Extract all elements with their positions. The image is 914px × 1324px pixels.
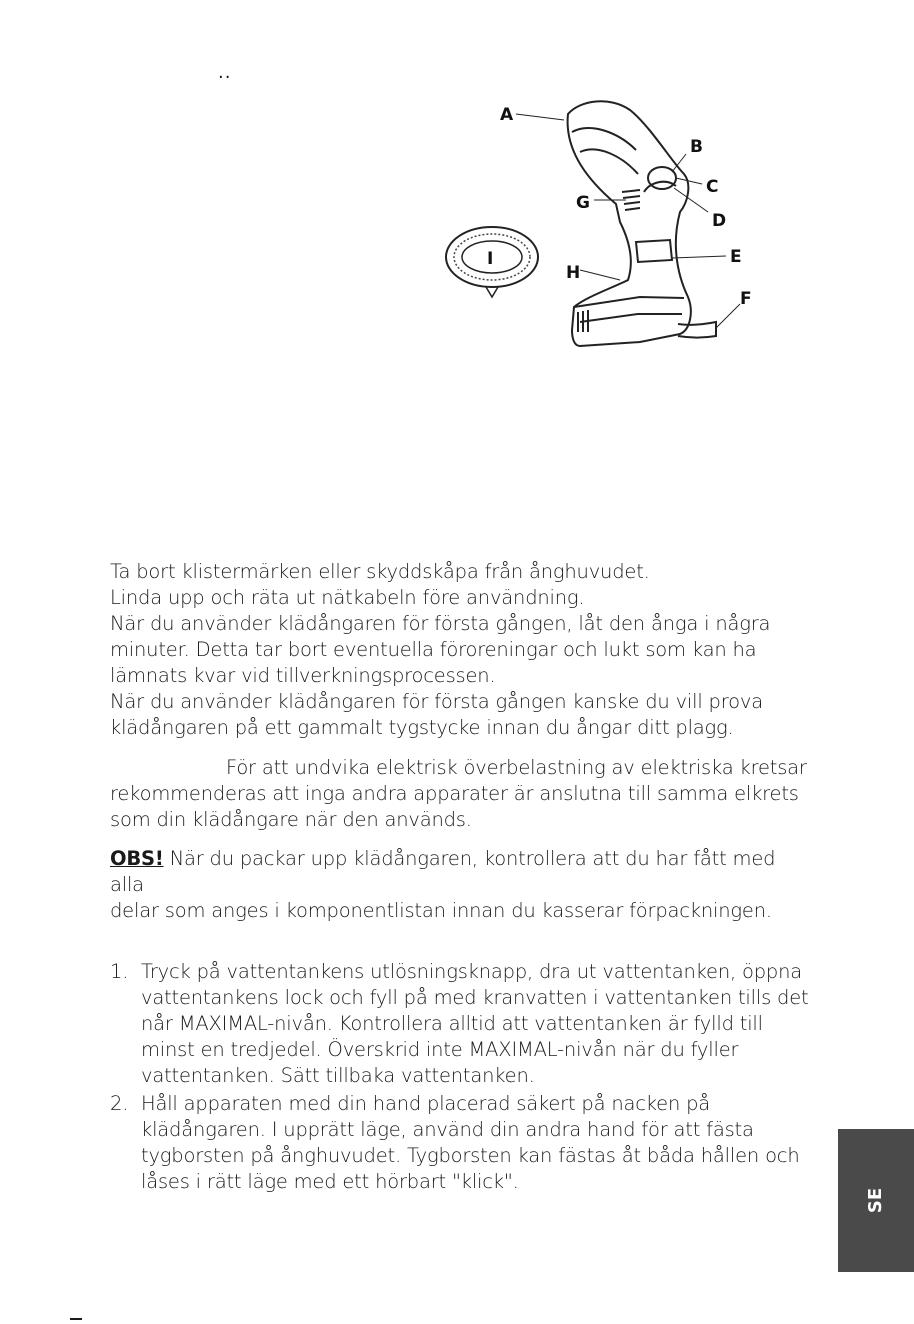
text-line: vattentanken. Sätt tillbaka vattentanken. <box>141 1064 535 1087</box>
text-line: Linda upp och räta ut nätkabeln före användning. <box>110 586 585 609</box>
text-line: tygborsten på ånghuvudet. Tygborsten kan fästas åt båda hållen och <box>141 1144 800 1167</box>
label-d: D <box>712 211 727 231</box>
callout-lines <box>516 114 740 328</box>
label-b: B <box>690 137 703 157</box>
language-tab-label: SE <box>865 1187 887 1214</box>
text-line: minst en tredjedel. Överskrid inte MAXIMAL-nivån när du fyller <box>141 1038 739 1061</box>
text-line: För att undvika elektrisk överbelastning av elektriska kretsar <box>226 756 807 779</box>
label-a: A <box>500 105 514 125</box>
text-line: klädångaren på ett gammalt tygstycke innan du ångar ditt plagg. <box>110 716 734 739</box>
text-line: Ta bort klistermärken eller skyddskåpa från ånghuvudet. <box>110 560 650 583</box>
text-line: rekommenderas att inga andra apparater är anslutna till samma elkrets <box>110 782 799 805</box>
text-line: når MAXIMAL-nivån. Kontrollera alltid att vattentanken är fylld till <box>141 1012 763 1035</box>
text-line: När du använder klädångaren för första gången kanske du vill prova <box>110 690 763 713</box>
text-line: låses i rätt läge med ett hörbart "klick". <box>141 1170 519 1193</box>
text-line: vattentankens lock och fyll på med kranvatten i vattentanken tills det <box>141 986 809 1009</box>
label-e: E <box>730 247 742 267</box>
step-number: 2. <box>110 1092 129 1115</box>
header-dots: .. <box>218 62 232 83</box>
label-i: I <box>487 249 494 269</box>
obs-paragraph <box>110 846 810 924</box>
text-line: minuter. Detta tar bort eventuella föroreningar och lukt som kan ha <box>110 638 757 661</box>
step-number: 1. <box>110 960 129 983</box>
step-item <box>110 959 810 1089</box>
label-c: C <box>706 177 719 197</box>
garment-steamer-illustration <box>440 92 780 367</box>
text-line: delar som anges i komponentlistan innan du kasserar förpackningen. <box>110 899 772 922</box>
text-line: lämnats kvar vid tillverkningsprocessen. <box>110 664 496 687</box>
footer-mark <box>70 1318 82 1320</box>
label-g: G <box>576 193 590 213</box>
text-line: Håll apparaten med din hand placerad säkert på nacken på <box>141 1092 711 1115</box>
text-line: som din klädångare när den används. <box>110 808 472 831</box>
text-line: klädångaren. I upprätt läge, använd din andra hand för att fästa <box>141 1118 754 1141</box>
product-diagram <box>440 92 780 367</box>
obs-label: OBS! <box>110 847 164 870</box>
warning-paragraph <box>110 755 810 833</box>
text-line: När du använder klädångaren för första gången, låt den ånga i några <box>110 612 771 635</box>
text-line: Tryck på vattentankens utlösningsknapp, dra ut vattentanken, öppna <box>141 960 802 983</box>
language-tab <box>838 1129 914 1272</box>
label-h: H <box>566 263 581 283</box>
label-f: F <box>740 289 752 309</box>
text-line: När du packar upp klädångaren, kontrollera att du har fått med alla <box>110 847 776 896</box>
intro-paragraph <box>110 559 810 741</box>
step-item <box>110 1091 810 1195</box>
